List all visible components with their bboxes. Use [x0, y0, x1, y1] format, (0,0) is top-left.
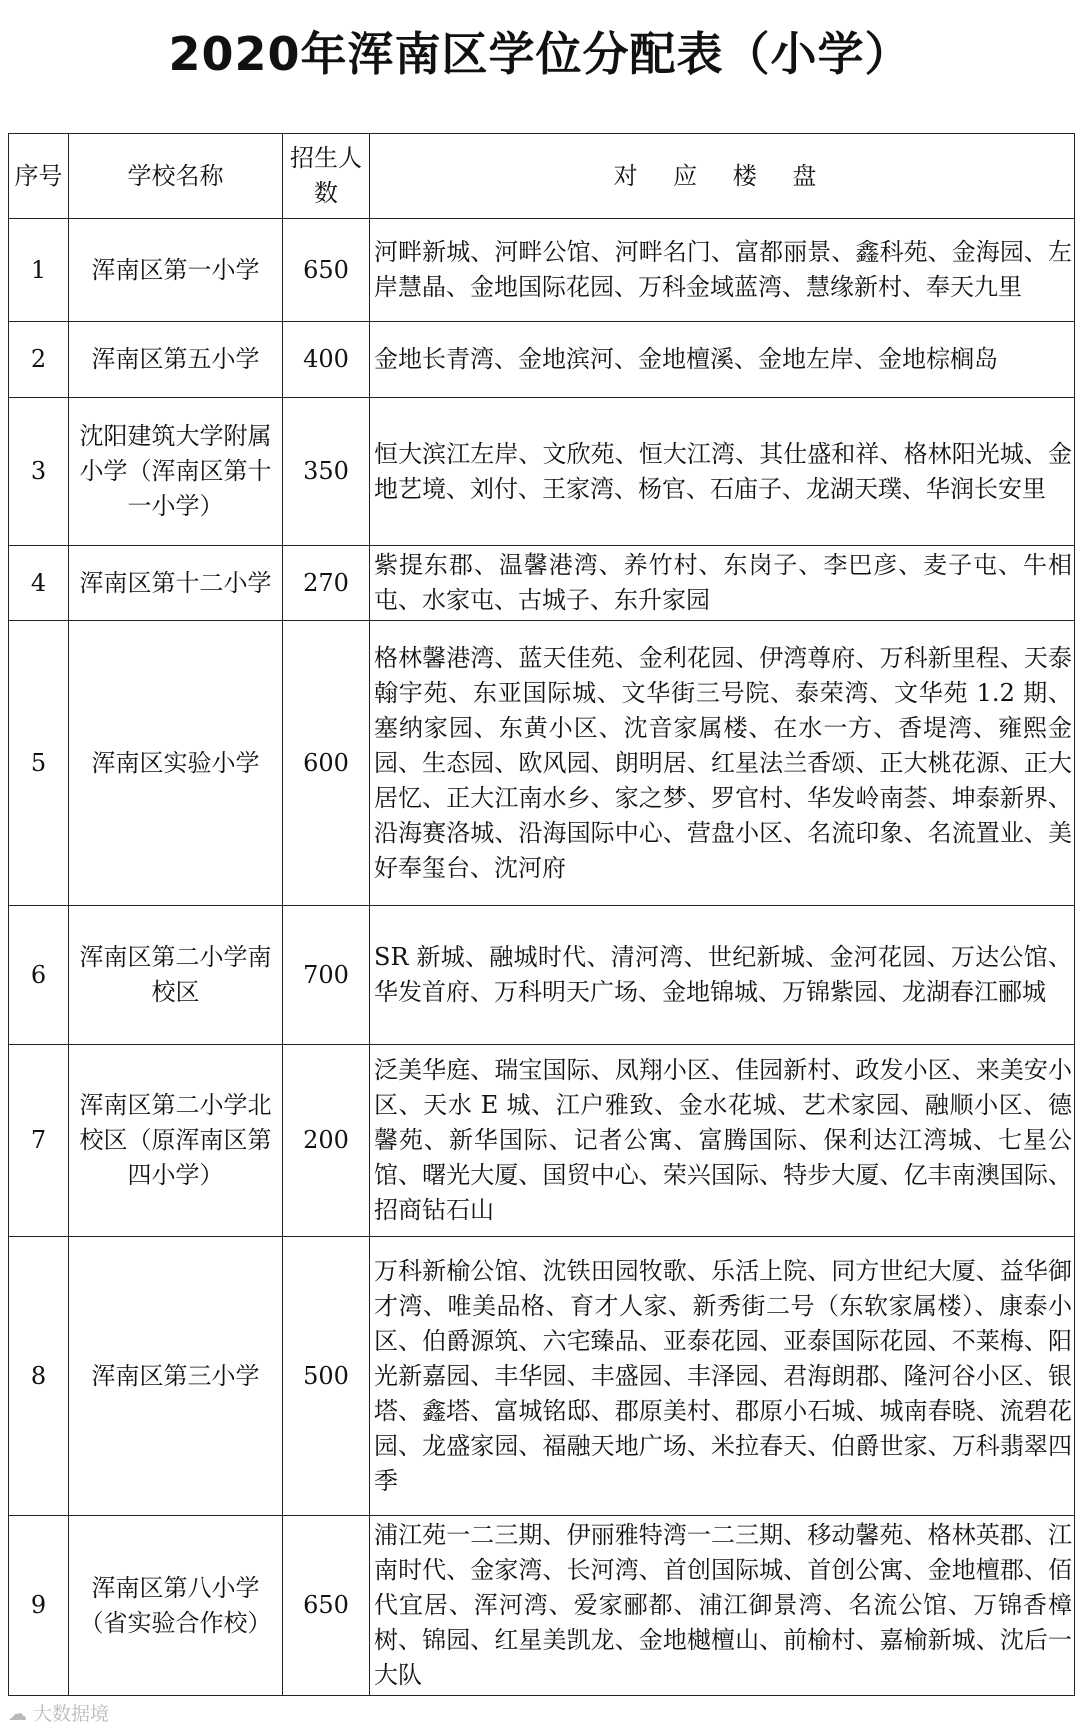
page-title: 2020年浑南区学位分配表（小学）	[168, 27, 912, 81]
cell-school: 浑南区第一小学	[69, 219, 283, 322]
cell-no: 4	[9, 546, 69, 621]
cell-no: 8	[9, 1237, 69, 1516]
cell-addr: 浦江苑一二三期、伊丽雅特湾一二三期、移动馨苑、格林英郡、江南时代、金家湾、长河湾、首创国际城、首创公寓、金地檀郡、佰代宜居、浑河湾、爱家郦都、浦江御景湾、名流公馆、万锦香樟树、锦园、红星美凯龙、金地樾檀山、前榆村、嘉榆新城、沈后一大队	[370, 1516, 1075, 1696]
table-row	[9, 219, 1075, 322]
cell-addr: SR 新城、融城时代、清河湾、世纪新城、金河花园、万达公馆、华发首府、万科明天广场、金地锦城、万锦紫园、龙湖春江郦城	[370, 906, 1075, 1045]
watermark	[8, 1699, 109, 1726]
cell-no: 1	[9, 219, 69, 322]
cell-count: 650	[283, 219, 370, 322]
cell-count: 600	[283, 621, 370, 906]
cell-school: 浑南区第五小学	[69, 322, 283, 398]
table-row	[9, 398, 1075, 546]
watermark-text: 大数据境	[33, 1703, 110, 1725]
cell-school: 沈阳建筑大学附属小学（浑南区第十一小学）	[69, 398, 283, 546]
cell-count: 350	[283, 398, 370, 546]
cell-school: 浑南区第二小学南校区	[69, 906, 283, 1045]
header-no: 序号	[9, 134, 69, 219]
table-row	[9, 1045, 1075, 1237]
cell-addr: 万科新榆公馆、沈铁田园牧歌、乐活上院、同方世纪大厦、益华御才湾、唯美品格、育才人家、新秀街二号（东软家属楼）、康泰小区、伯爵源筑、六宅臻品、亚泰花园、亚泰国际花园、不莱梅、阳光新嘉园、丰华园、丰盛园、丰泽园、君海朗郡、隆河谷小区、银塔、鑫塔、富城铭邸、郡原美村、郡原小石城、城南春晓、流碧花园、龙盛家园、福融天地广场、米拉春天、伯爵世家、万科翡翠四季	[370, 1237, 1075, 1516]
cell-addr: 泛美华庭、瑞宝国际、凤翔小区、佳园新村、政发小区、来美安小区、天水 E 城、江户雅致、金水花城、艺术家园、融顺小区、德馨苑、新华国际、记者公寓、富腾国际、保利达江湾城、七星公馆、曙光大厦、国贸中心、荣兴国际、特步大厦、亿丰南澳国际、招商钻石山	[370, 1045, 1075, 1237]
cell-addr: 紫提东郡、温馨港湾、养竹村、东岗子、李巴彦、麦子屯、牛相屯、水家屯、古城子、东升家园	[370, 546, 1075, 621]
header-school: 学校名称	[69, 134, 283, 219]
table-row	[9, 322, 1075, 398]
cell-school: 浑南区第八小学（省实验合作校）	[69, 1516, 283, 1696]
cell-no: 3	[9, 398, 69, 546]
cell-count: 200	[283, 1045, 370, 1237]
cell-no: 9	[9, 1516, 69, 1696]
cell-count: 700	[283, 906, 370, 1045]
cell-school: 浑南区第十二小学	[69, 546, 283, 621]
cell-count: 270	[283, 546, 370, 621]
cell-no: 2	[9, 322, 69, 398]
cell-school: 浑南区第二小学北校区（原浑南区第四小学）	[69, 1045, 283, 1237]
cell-count: 650	[283, 1516, 370, 1696]
cell-school: 浑南区第三小学	[69, 1237, 283, 1516]
table-row	[9, 546, 1075, 621]
cell-count: 400	[283, 322, 370, 398]
table-row	[9, 1237, 1075, 1516]
cell-addr: 格林馨港湾、蓝天佳苑、金利花园、伊湾尊府、万科新里程、天泰翰宇苑、东亚国际城、文华街三号院、泰荣湾、文华苑 1.2 期、塞纳家园、东黄小区、沈音家属楼、在水一方、香堤湾、雍熙金园、生态园、欧风园、朗明居、红星法兰香颂、正大桃花源、正大居忆、正大江南水乡、家之梦、罗官村、华发岭南荟、坤泰新界、沿海赛洛城、沿海国际中心、营盘小区、名流印象、名流置业、美好奉玺台、沈河府	[370, 621, 1075, 906]
cell-addr: 恒大滨江左岸、文欣苑、恒大江湾、其仕盛和祥、格林阳光城、金地艺境、刘付、王家湾、杨官、石庙子、龙湖天璞、华润长安里	[370, 398, 1075, 546]
cell-count: 500	[283, 1237, 370, 1516]
cell-no: 7	[9, 1045, 69, 1237]
table-header-row	[9, 134, 1075, 219]
cell-no: 5	[9, 621, 69, 906]
cell-addr: 河畔新城、河畔公馆、河畔名门、富都丽景、鑫科苑、金海园、左岸慧晶、金地国际花园、万科金域蓝湾、慧缘新村、奉天九里	[370, 219, 1075, 322]
header-addr: 对 应 楼 盘	[370, 134, 1075, 219]
watermark-icon: ☁	[8, 1703, 27, 1725]
cell-addr: 金地长青湾、金地滨河、金地檀溪、金地左岸、金地棕榈岛	[370, 322, 1075, 398]
header-count: 招生人数	[283, 134, 370, 219]
table-row	[9, 1516, 1075, 1696]
cell-no: 6	[9, 906, 69, 1045]
table-row	[9, 621, 1075, 906]
table-row	[9, 906, 1075, 1045]
school-allocation-table	[8, 133, 1075, 1696]
cell-school: 浑南区实验小学	[69, 621, 283, 906]
